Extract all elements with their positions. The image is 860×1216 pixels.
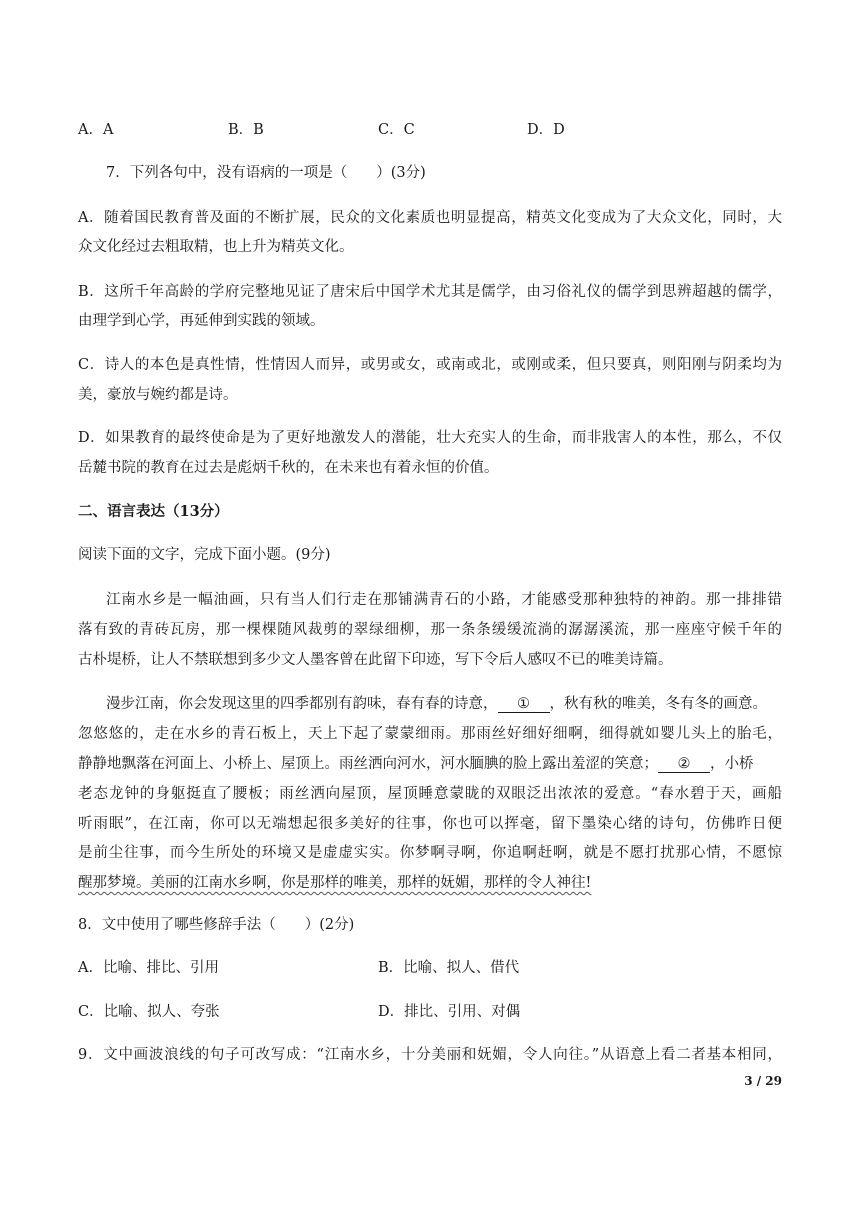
- q7-option-d-line1: D．如果教育的最终使命是为了更好地激发人的潜能，壮大充实人的生命，而非戕害人的本性，那么，不仅: [78, 430, 782, 446]
- q8-stem: 8．文中使用了哪些修辞手法（ ）(2分): [78, 917, 355, 933]
- q7-stem: 7．下列各句中，没有语病的一项是（ ）(3分): [106, 165, 426, 181]
- passage-p2-line5: 听雨眠”，在江南，你可以无端想起很多美好的往事，你也可以挥毫，留下墨染心绪的诗句，仿佛昨日便: [78, 816, 782, 832]
- q8-option-b: B．比喻、拟人、借代: [378, 960, 520, 976]
- passage-p2-line4: 老态龙钟的身躯挺直了腰板；雨丝洒向屋顶，屋顶睡意蒙眬的双眼泛出浓浓的爱意。“春水碧于天，画船: [78, 786, 782, 802]
- passage-p2-line1-start: 漫步江南，你会发现这里的四季都别有韵味，春有春的诗意，: [106, 696, 498, 712]
- q8-option-a: A．比喻、排比、引用: [78, 960, 219, 976]
- passage-p2-line1-end: ，秋有秋的唯美，冬有冬的画意。: [549, 696, 767, 712]
- q6-option-b: B．B: [228, 122, 264, 138]
- q6-option-c: C．C: [378, 122, 415, 138]
- page-number: 3 / 29: [744, 1074, 782, 1088]
- q8-option-c: C．比喻、拟人、夸张: [78, 1004, 220, 1020]
- passage-p1-line1: 江南水乡是一幅油画，只有当人们行走在那铺满青石的小路，才能感受那种独特的神韵。那一排排错: [106, 592, 782, 608]
- q7-option-d-line2: 岳麓书院的教育在过去是彪炳千秋的，在未来也有着永恒的价值。: [78, 460, 499, 476]
- wavy-underlined-sentence: 醒那梦境。美丽的江南水乡啊，你是那样的唯美，那样的妩媚，那样的令人神往!: [78, 875, 592, 891]
- q7-option-b-line2: 由理学到心学，再延伸到实践的领域。: [78, 313, 325, 329]
- blank-1: ①: [498, 696, 550, 713]
- q7-option-a-line1: A．随着国民教育普及面的不断扩展，民众的文化素质也明显提高，精英文化变成为了大众文化，同时，大: [78, 210, 782, 226]
- q7-option-a-line2: 众文化经过去粗取精，也上升为精英文化。: [78, 239, 354, 255]
- section-intro: 阅读下面的文字，完成下面小题。(9分): [78, 547, 331, 563]
- q7-option-c-line1: C．诗人的本色是真性情，性情因人而异，或男或女，或南或北，或刚或柔，但只要真，则阳刚与阴柔均为: [78, 357, 782, 373]
- passage-p2-line3-end: ，小桥: [710, 756, 754, 772]
- section-heading: 二、语言表达（13分）: [78, 503, 229, 520]
- passage-p2-line7: [78, 873, 591, 893]
- q6-option-d: D．D: [527, 122, 565, 138]
- passage-p2-line3: [78, 754, 754, 774]
- passage-p2-line6: 是前尘往事，而今生所处的环境又是虚虚实实。你梦啊寻啊，你追啊赶啊，就是不愿打扰那心情，不愿惊: [78, 845, 782, 861]
- blank-2: ②: [658, 756, 710, 773]
- passage-p2-line1: [106, 694, 767, 714]
- passage-p1-line2: 落有致的青砖瓦房，那一棵棵随风裁剪的翠绿细柳，那一条条缓缓流淌的潺潺溪流，那一座座守候千年的: [78, 622, 782, 638]
- q7-option-c-line2: 美，豪放与婉约都是诗。: [78, 387, 238, 403]
- q9-stem: 9．文中画波浪线的句子可改写成：“江南水乡，十分美丽和妩媚，令人向往。”从语意上看二者基本相同，: [78, 1047, 782, 1063]
- passage-p2-line3-start: 静静地飘落在河面上、小桥上、屋顶上。雨丝洒向河水，河水腼腆的脸上露出羞涩的笑意；: [78, 756, 658, 772]
- q7-option-b-line1: B．这所千年高龄的学府完整地见证了唐宋后中国学术尤其是儒学，由习俗礼仪的儒学到思辨超越的儒学，: [78, 284, 782, 300]
- passage-p2-line2: 忽悠悠的，走在水乡的青石板上，天上下起了蒙蒙细雨。那雨丝好细好细啊，细得就如婴儿头上的胎毛，: [78, 726, 782, 742]
- q6-option-a: A．A: [78, 122, 114, 138]
- q8-option-d: D．排比、引用、对偶: [378, 1004, 521, 1020]
- passage-p1-line3: 古朴堤桥，让人不禁联想到多少文人墨客曾在此留下印迹，写下令后人感叹不已的唯美诗篇。: [78, 652, 673, 668]
